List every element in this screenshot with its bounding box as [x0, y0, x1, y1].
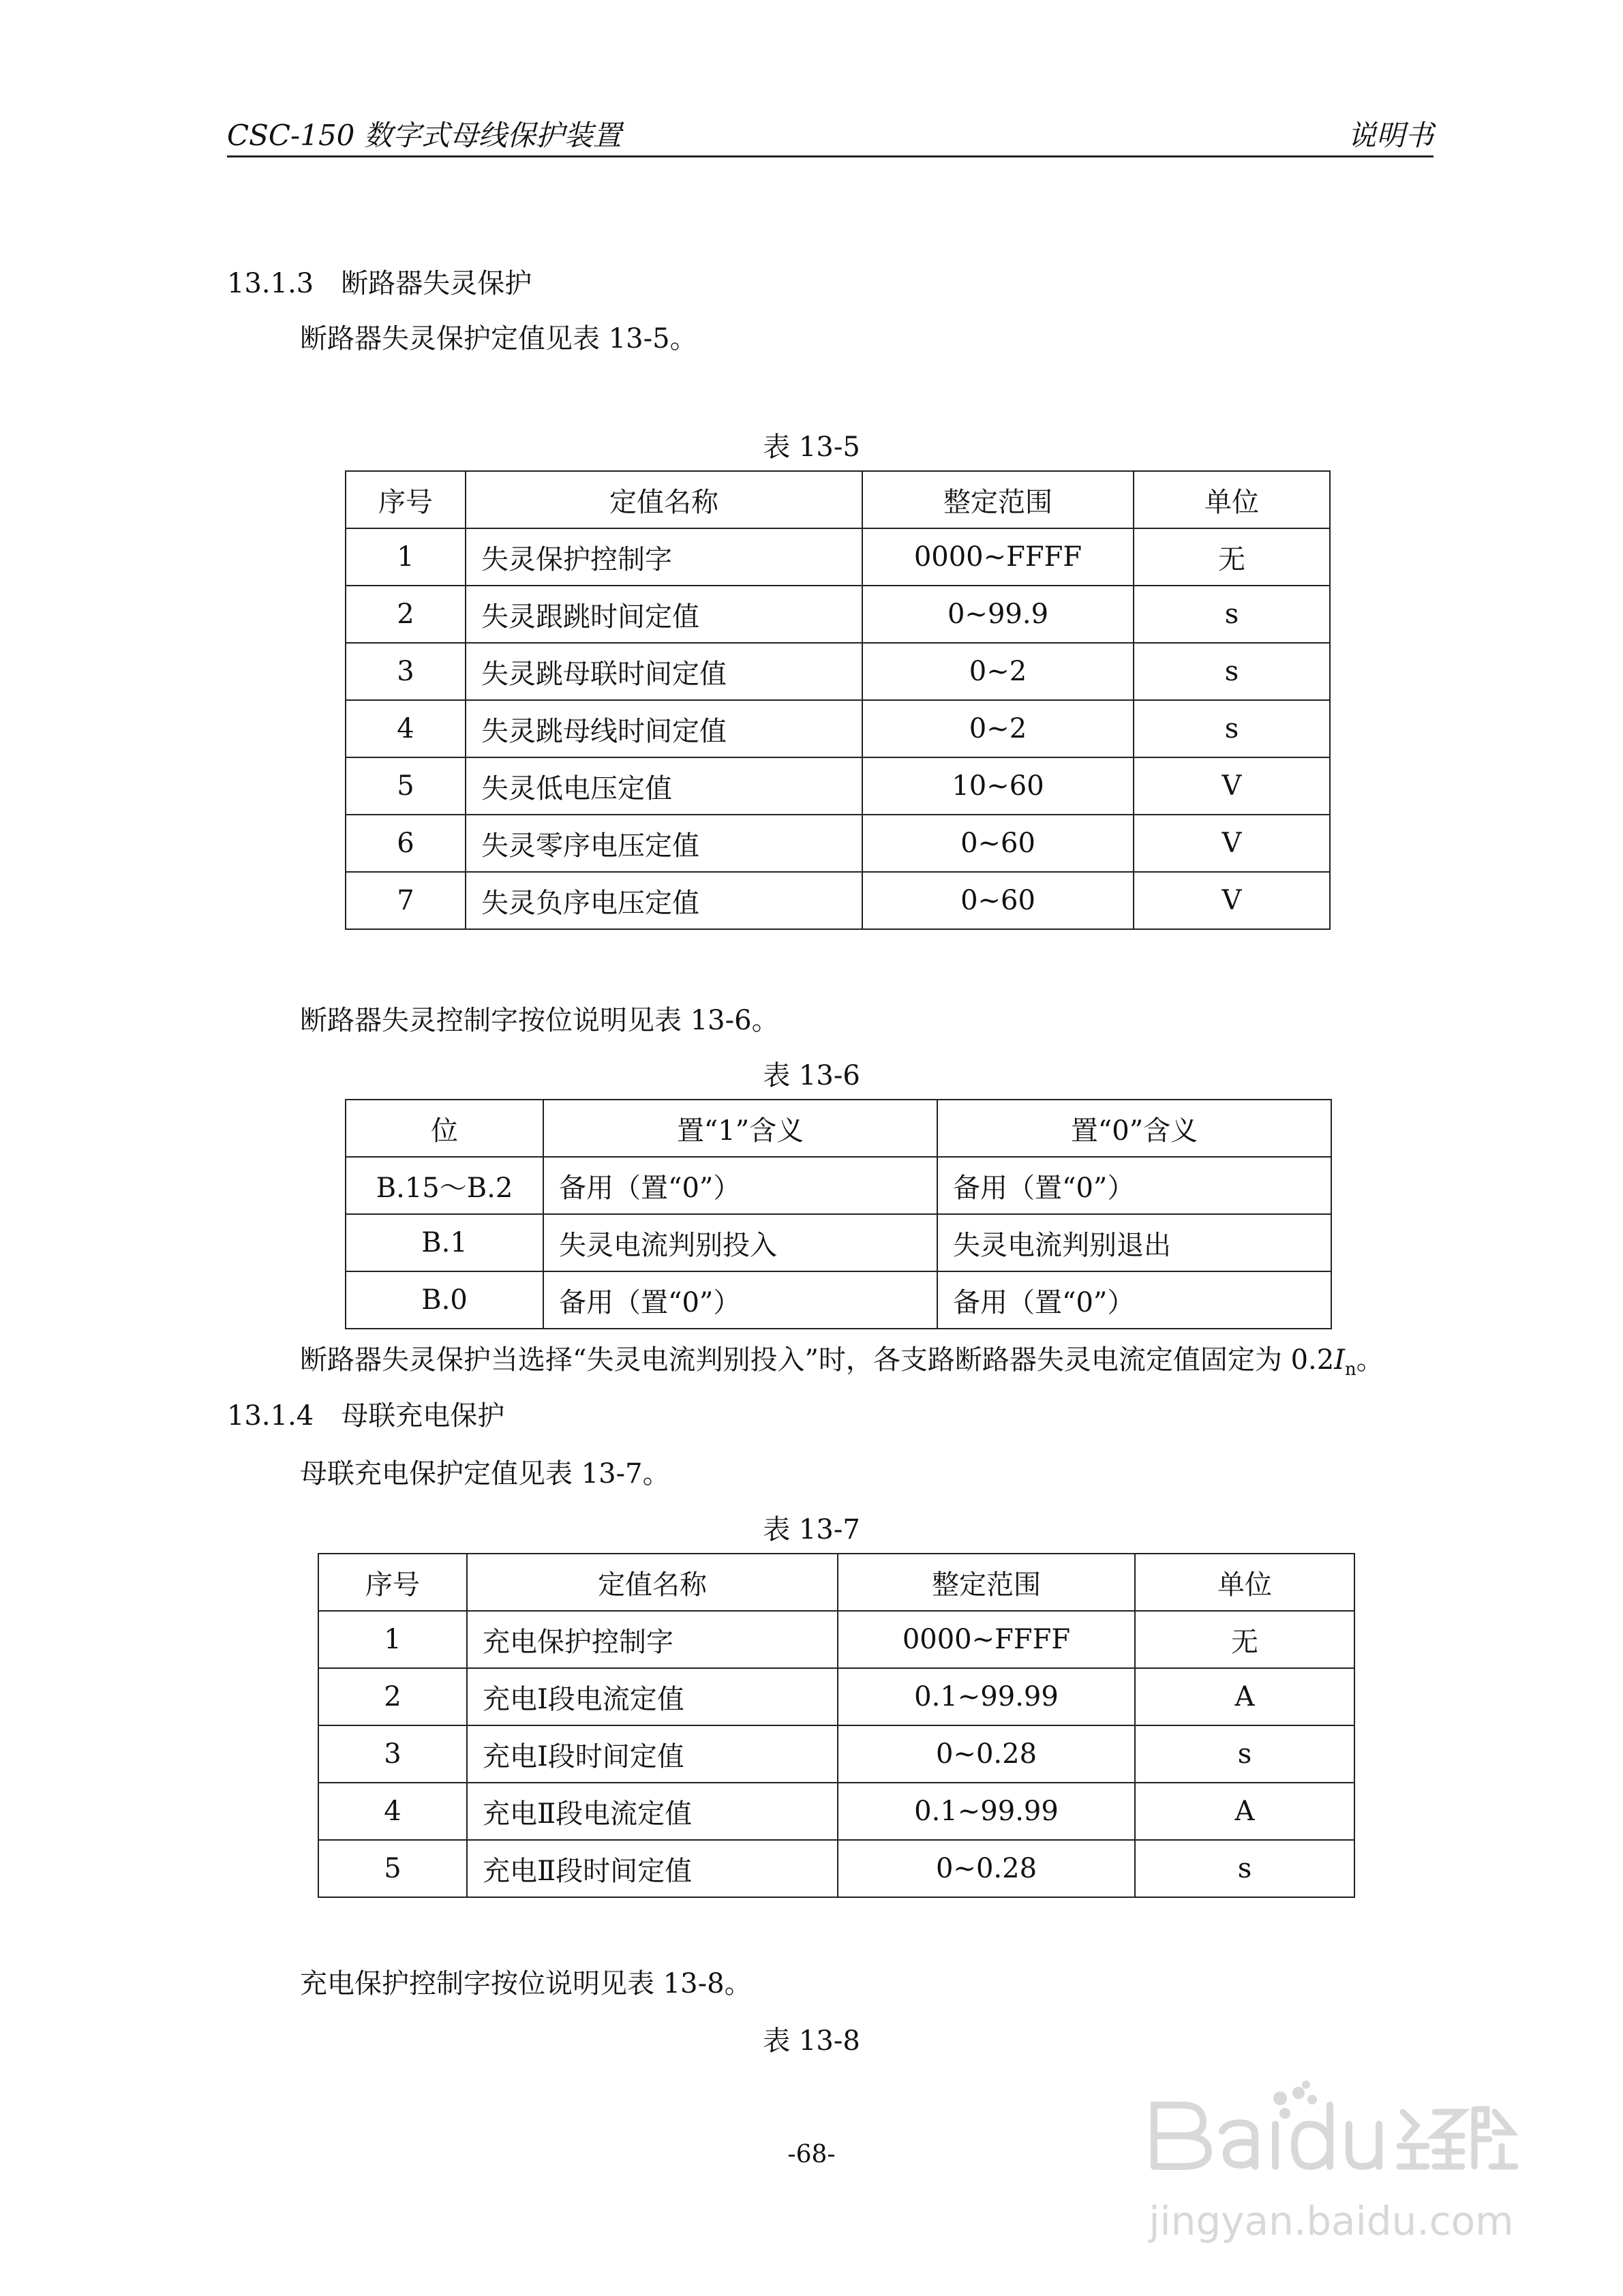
- table-13-5: [345, 470, 1331, 930]
- table-cell: 0~99.9: [862, 586, 1134, 643]
- table-cell: 充电Ⅰ段时间定值: [467, 1725, 838, 1783]
- table-header-cell: 单位: [1134, 471, 1330, 528]
- table-cell: V: [1134, 872, 1330, 929]
- table-header-cell: 序号: [318, 1554, 467, 1611]
- table-cell: 充电Ⅱ段电流定值: [467, 1783, 838, 1840]
- table-cell: 4: [318, 1783, 467, 1840]
- table-cell: B.0: [346, 1271, 543, 1329]
- table-row: [318, 1840, 1354, 1897]
- paragraph-table-13-8-intro: 充电保护控制字按位说明见表 13-8。: [300, 1968, 752, 1999]
- header-rule: [227, 155, 1434, 157]
- table-cell: 失灵跳母联时间定值: [466, 643, 862, 700]
- table-cell: 0~60: [862, 815, 1134, 872]
- table-row: [346, 643, 1330, 700]
- note-failure-current: [300, 1338, 1384, 1380]
- note-text: 断路器失灵保护当选择“失灵电流判别投入”时，各支路断路器失灵电流定值固定为 0.2: [300, 1344, 1335, 1376]
- table-header-cell: 位: [346, 1100, 543, 1157]
- table-header-cell: 序号: [346, 471, 466, 528]
- table-cell: 6: [346, 815, 466, 872]
- section-heading-13-1-4: 13.1.4 母联充电保护: [227, 1400, 505, 1432]
- table-cell: 0~0.28: [838, 1725, 1135, 1783]
- table-row: [346, 1214, 1331, 1271]
- table-row: [346, 586, 1330, 643]
- table-cell: 0~2: [862, 643, 1134, 700]
- table-cell: 4: [346, 700, 466, 757]
- table-cell: 2: [346, 586, 466, 643]
- table-header-cell: 单位: [1135, 1554, 1354, 1611]
- table-13-5-header-row: [346, 471, 1330, 528]
- table-header-cell: 置“0”含义: [937, 1100, 1331, 1157]
- table-cell: s: [1135, 1840, 1354, 1897]
- table-13-6: [345, 1099, 1332, 1329]
- current-symbol: I: [1334, 1344, 1346, 1376]
- table-cell: 0000~FFFF: [838, 1611, 1135, 1668]
- table-cell: 充电Ⅱ段时间定值: [467, 1840, 838, 1897]
- table-row: [318, 1725, 1354, 1783]
- table-cell: A: [1135, 1668, 1354, 1725]
- table-13-7: [318, 1553, 1355, 1898]
- watermark-url: jingyan.baidu.com: [1149, 2198, 1514, 2244]
- table-header-cell: 定值名称: [466, 471, 862, 528]
- table-cell: 7: [346, 872, 466, 929]
- table-row: [346, 528, 1330, 586]
- section-intro-13-1-4: 母联充电保护定值见表 13-7。: [300, 1458, 670, 1490]
- table-cell: V: [1134, 815, 1330, 872]
- table-row: [346, 815, 1330, 872]
- table-cell: 0~2: [862, 700, 1134, 757]
- table-row: [318, 1611, 1354, 1668]
- table-row: [346, 1271, 1331, 1329]
- table-cell: 3: [346, 643, 466, 700]
- table-cell: 充电保护控制字: [467, 1611, 838, 1668]
- header-doc-type: 说明书: [1347, 119, 1434, 152]
- table-cell: 0.1~99.99: [838, 1783, 1135, 1840]
- table-cell: 1: [318, 1611, 467, 1668]
- baidu-jingyan-watermark-icon: [1140, 2064, 1522, 2269]
- table-row: [346, 872, 1330, 929]
- table-cell: 失灵跟跳时间定值: [466, 586, 862, 643]
- table-cell: 备用（置“0”）: [937, 1271, 1331, 1329]
- table-13-6-caption: 表 13-6: [763, 1060, 860, 1091]
- table-cell: B.1: [346, 1214, 543, 1271]
- table-cell: 无: [1135, 1611, 1354, 1668]
- table-13-7-header-row: [318, 1554, 1354, 1611]
- table-cell: 充电Ⅰ段电流定值: [467, 1668, 838, 1725]
- section-heading-13-1-3: 13.1.3 断路器失灵保护: [227, 268, 532, 299]
- table-cell: 3: [318, 1725, 467, 1783]
- table-cell: 失灵保护控制字: [466, 528, 862, 586]
- table-cell: 失灵低电压定值: [466, 757, 862, 815]
- table-row: [346, 757, 1330, 815]
- table-cell: V: [1134, 757, 1330, 815]
- table-header-cell: 整定范围: [862, 471, 1134, 528]
- table-13-6-header-row: [346, 1100, 1331, 1157]
- table-cell: 1: [346, 528, 466, 586]
- note-end: 。: [1356, 1344, 1384, 1376]
- table-cell: 失灵电流判别投入: [543, 1214, 937, 1271]
- table-cell: 2: [318, 1668, 467, 1725]
- table-13-8-caption: 表 13-8: [763, 2025, 860, 2057]
- table-cell: 备用（置“0”）: [543, 1271, 937, 1329]
- table-header-cell: 置“1”含义: [543, 1100, 937, 1157]
- table-row: [318, 1783, 1354, 1840]
- table-cell: B.15～B.2: [346, 1157, 543, 1214]
- table-row: [346, 1157, 1331, 1214]
- table-cell: 备用（置“0”）: [543, 1157, 937, 1214]
- table-cell: s: [1135, 1725, 1354, 1783]
- table-13-5-caption: 表 13-5: [763, 432, 860, 463]
- section-intro-13-1-3: 断路器失灵保护定值见表 13-5。: [300, 323, 697, 354]
- table-cell: s: [1134, 643, 1330, 700]
- table-cell: 备用（置“0”）: [937, 1157, 1331, 1214]
- table-cell: 0000~FFFF: [862, 528, 1134, 586]
- table-cell: s: [1134, 586, 1330, 643]
- table-row: [318, 1668, 1354, 1725]
- table-cell: 失灵负序电压定值: [466, 872, 862, 929]
- current-subscript: n: [1345, 1359, 1356, 1380]
- table-cell: 失灵跳母线时间定值: [466, 700, 862, 757]
- table-cell: 失灵零序电压定值: [466, 815, 862, 872]
- table-header-cell: 定值名称: [467, 1554, 838, 1611]
- table-cell: s: [1134, 700, 1330, 757]
- table-cell: 10~60: [862, 757, 1134, 815]
- table-13-7-caption: 表 13-7: [763, 1514, 860, 1545]
- paragraph-table-13-6-intro: 断路器失灵控制字按位说明见表 13-6。: [300, 1005, 779, 1036]
- table-cell: 0~0.28: [838, 1840, 1135, 1897]
- header-title: CSC-150 数字式母线保护装置: [227, 119, 622, 152]
- table-header-cell: 整定范围: [838, 1554, 1135, 1611]
- table-cell: 0~60: [862, 872, 1134, 929]
- table-cell: 5: [318, 1840, 467, 1897]
- table-cell: 失灵电流判别退出: [937, 1214, 1331, 1271]
- table-cell: 5: [346, 757, 466, 815]
- table-cell: A: [1135, 1783, 1354, 1840]
- page-number: -68-: [787, 2141, 836, 2169]
- table-cell: 0.1~99.99: [838, 1668, 1135, 1725]
- table-cell: 无: [1134, 528, 1330, 586]
- table-row: [346, 700, 1330, 757]
